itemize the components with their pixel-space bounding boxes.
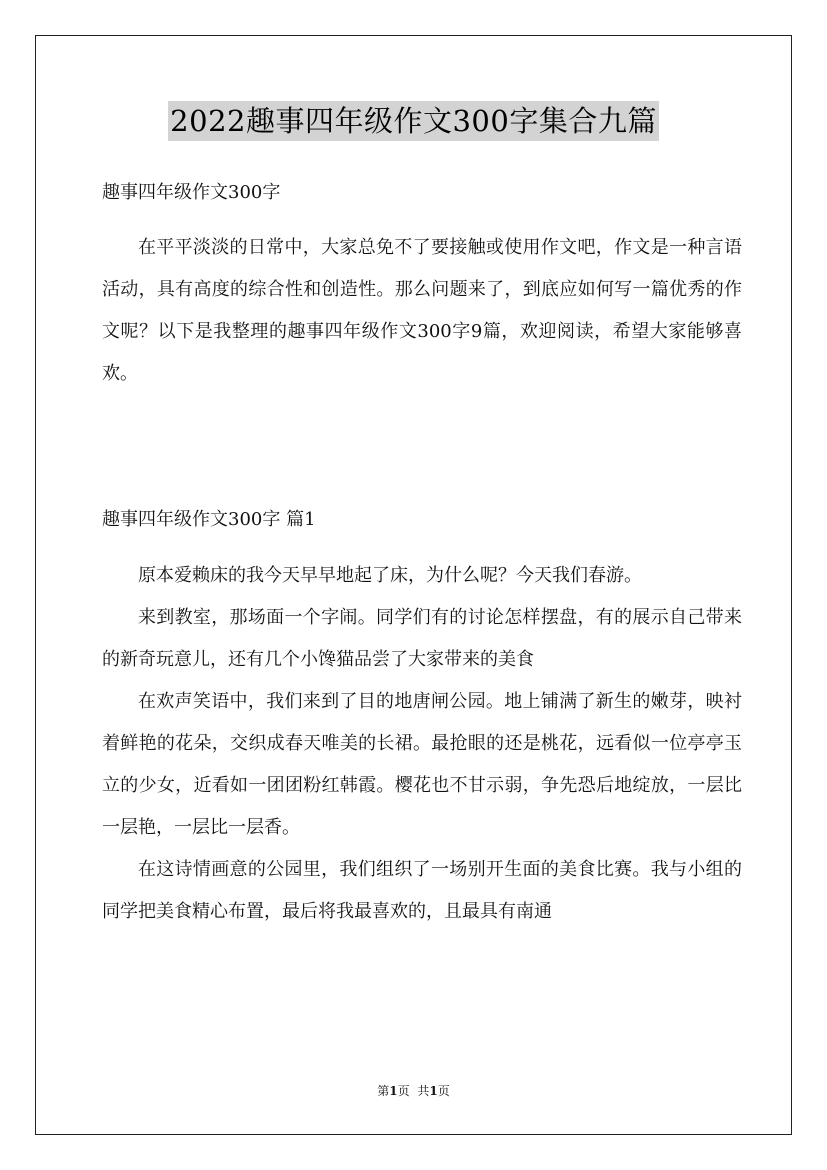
intro-heading: 趣事四年级作文300字 xyxy=(102,182,281,203)
footer-total-suffix: 页 xyxy=(437,1084,450,1098)
intro-paragraph: 在平平淡淡的日常中，大家总免不了要接触或使用作文吧，作文是一种言语活动，具有高度的综合性和创造性。那么问题来了，到底应如何写一篇优秀的作文呢？以下是我整理的趣事四年级作文300字9篇，欢迎阅读，希望大家能够喜欢。 xyxy=(102,237,742,384)
section1-paragraph-1: 原本爱赖床的我今天早早地起了床，为什么呢？今天我们春游。 xyxy=(138,565,642,586)
section1-paragraph-4: 在这诗情画意的公园里，我们组织了一场别开生面的美食比赛。我与小组的同学把美食精心布置，最后将我最喜欢的，且最具有南通 xyxy=(102,859,742,922)
section1-paragraph-2: 来到教室，那场面一个字闹。同学们有的讨论怎样摆盘，有的展示自己带来的新奇玩意儿，还有几个小馋猫品尝了大家带来的美食 xyxy=(102,607,742,670)
footer-total-prefix: 共 xyxy=(417,1084,430,1098)
title-wrap xyxy=(0,101,827,141)
footer-page-suffix: 页 xyxy=(397,1084,410,1098)
footer-total-number: 1 xyxy=(429,1084,438,1098)
page-footer xyxy=(0,1083,827,1099)
intro-section xyxy=(102,227,742,395)
document-title: 2022趣事四年级作文300字集合九篇 xyxy=(168,101,659,141)
footer-page-prefix: 第 xyxy=(377,1084,390,1098)
section1-body xyxy=(102,555,742,933)
footer-page-number: 1 xyxy=(389,1084,398,1098)
section1-paragraph-3: 在欢声笑语中，我们来到了目的地唐闸公园。地上铺满了新生的嫩芽，映衬着鲜艳的花朵，交织成春天唯美的长裙。最抢眼的还是桃花，远看似一位亭亭玉立的少女，近看如一团团粉红韩霞。樱花也不甘示弱，争先恐后地绽放，一层比一层艳，一层比一层香。 xyxy=(102,691,742,838)
section1-heading: 趣事四年级作文300字 篇1 xyxy=(102,509,316,530)
